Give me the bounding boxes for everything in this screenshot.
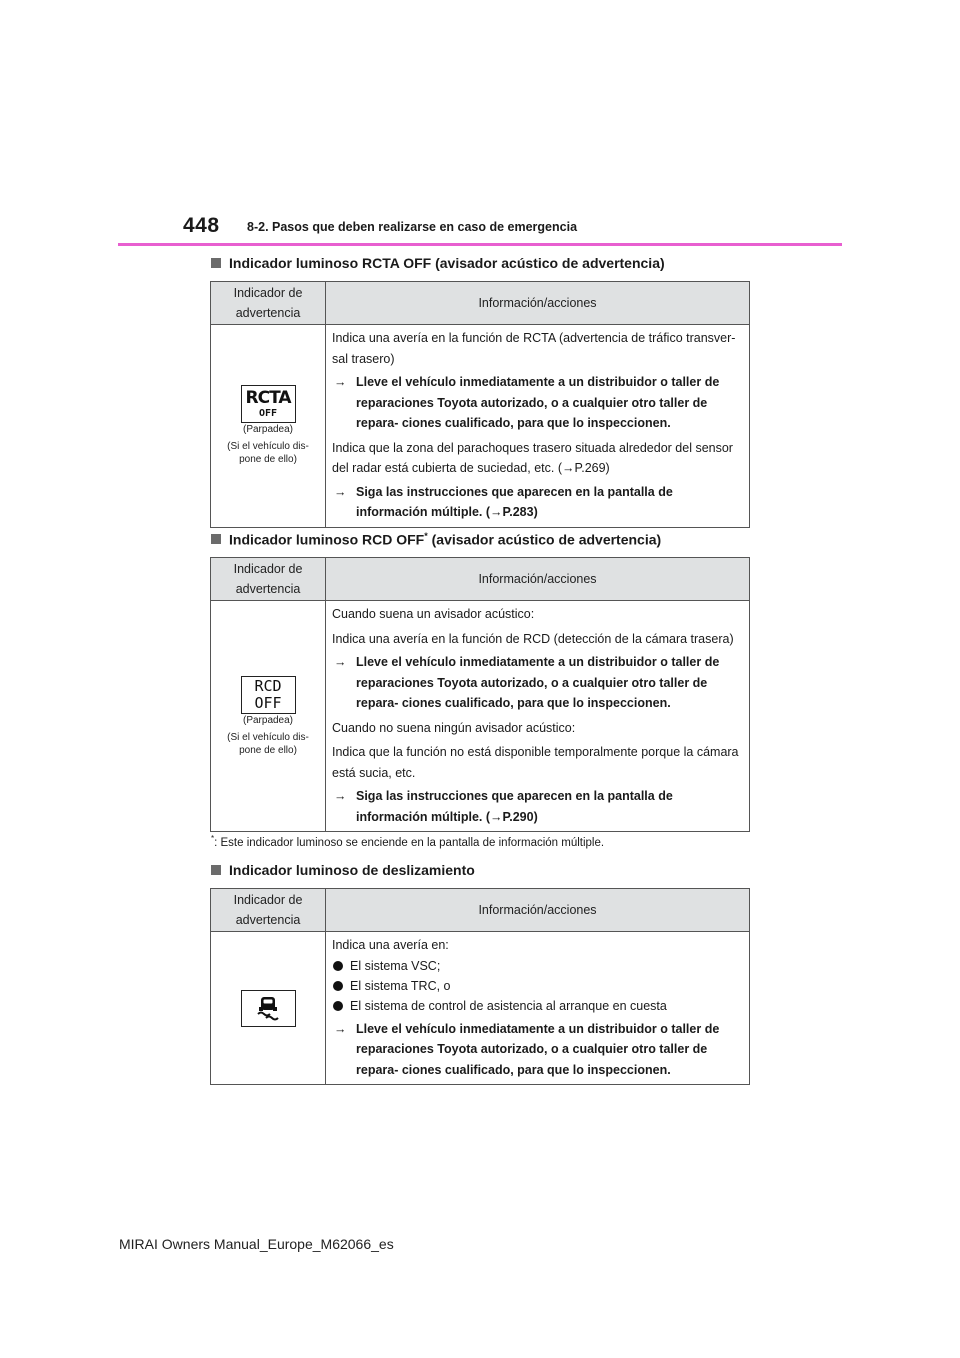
bullet-dot-icon [333,1001,343,1011]
col-header-indicator: Indicador de advertencia [211,282,326,325]
header-rule [118,243,842,246]
info-text: Cuando no suena ningún avisador acústico: [332,720,576,735]
skidding-car-icon [255,995,281,1021]
table-row [211,932,750,1085]
footnote [211,834,604,849]
col-header-info: Información/acciones [326,282,750,325]
indicator-line-2: OFF [254,693,282,712]
bullet-dot-icon [333,981,343,991]
info-text: Indica una avería en la función de RCTA (advertencia de tráfico transver- sal trasero) [332,331,736,366]
arrow-icon: → [334,1021,347,1036]
arrow-icon: → [334,484,347,499]
action-item [332,652,745,714]
action-text: Siga las instrucciones que aparecen en la pantalla de información múltiple. (→P.290) [356,789,673,824]
rcd-off-indicator-icon [241,676,296,714]
table-header-row [211,558,750,601]
caption-blink: (Parpadea) [242,714,294,726]
caption-if-equipped: (Si el vehículo dis- pone de ello) [227,441,309,466]
bullet-dot-icon [333,961,343,971]
table-row [211,601,750,832]
section-title: 8-2. Pasos que deben realizarse en caso de emergencia [247,220,578,234]
bullet-text: El sistema TRC, o [350,978,451,993]
col-header-info: Información/acciones [326,558,750,601]
info-text: Cuando suena un avisador acústico: [332,607,535,621]
heading-text: Indicador luminoso de deslizamiento [229,862,475,878]
action-text: Lleve el vehículo inmediatamente a un distribuidor o taller de reparaciones Toyota autorizado, o a cualquier otro taller de repara- ciones cualificado, para que lo inspeccionen. [356,1021,720,1077]
col-header-indicator: Indicador de advertencia [211,889,326,932]
square-bullet-icon [211,258,221,268]
arrow-icon: → [334,655,347,669]
table-slip-indicator [210,888,750,1085]
arrow-icon: → [334,375,347,389]
heading-slip-indicator [211,862,475,878]
action-text: Lleve el vehículo inmediatamente a un distribuidor o taller de reparaciones Toyota autorizado, o a cualquier otro taller de repara- ciones cualificado, para que lo inspeccionen. [356,655,720,710]
indicator-line-1: RCD [254,676,282,695]
info-text: Indica una avería en: [332,938,449,952]
col-header-indicator: Indicador de advertencia [211,558,326,601]
action-item [332,372,745,434]
action-item [332,786,745,827]
footnote-mark: * [211,834,215,843]
indicator-line-2: OFF [258,408,278,420]
info-cell [326,601,750,832]
heading-rcta-off [211,255,665,271]
indicator-cell [211,325,326,528]
info-text: Indica que la función no está disponible temporalmente porque la cámara está sucia, etc. [332,745,739,780]
footer-manual-id: MIRAI Owners Manual_Europe_M62066_es [119,1236,394,1252]
caption-blink: (Parpadea) [242,424,294,436]
indicator-line-1: RCTA [245,388,291,409]
bullet-text: El sistema de control de asistencia al arranque en cuesta [350,998,667,1013]
bullet-item [332,996,745,1016]
action-item [332,1019,745,1081]
action-item [332,482,745,523]
action-text: Lleve el vehículo inmediatamente a un distribuidor o taller de reparaciones Toyota autorizado, o a cualquier otro taller de repara- ciones cualificado, para que lo inspeccionen. [356,375,720,430]
arrow-icon: → [334,789,347,803]
heading-rcd-off [211,531,661,548]
square-bullet-icon [211,865,221,875]
heading-text: Indicador luminoso RCD OFF* (avisador acústico de advertencia) [229,531,662,548]
bullet-text: El sistema VSC; [350,958,441,973]
footnote-mark: * [424,531,428,541]
table-rcta-off [210,281,750,528]
indicator-cell [211,601,326,832]
bullet-item [332,976,745,996]
info-text: Indica que la zona del parachoques trasero situada alrededor del sensor del radar está cubierta de suciedad, etc. (→P.269) [332,440,733,475]
table-header-row [211,282,750,325]
col-header-info: Información/acciones [326,889,750,932]
bullet-item [332,956,745,976]
table-row [211,325,750,528]
table-header-row [211,889,750,932]
slip-indicator-icon [241,990,296,1027]
caption-if-equipped: (Si el vehículo dis- pone de ello) [227,731,309,756]
action-text: Siga las instrucciones que aparecen en la pantalla de información múltiple. (→P.283) [356,484,673,519]
square-bullet-icon [211,534,221,544]
table-rcd-off [210,557,750,832]
info-cell [326,932,750,1085]
info-cell [326,325,750,528]
footnote-text: : Este indicador luminoso se enciende en la pantalla de información múltiple. [214,836,605,849]
heading-text: Indicador luminoso RCTA OFF (avisador acústico de advertencia) [229,255,665,271]
indicator-cell [211,932,326,1085]
info-text: Indica una avería en la función de RCD (detección de la cámara trasera) [332,631,734,646]
rcta-off-indicator-icon [241,385,296,423]
page-number: 448 [183,214,220,237]
